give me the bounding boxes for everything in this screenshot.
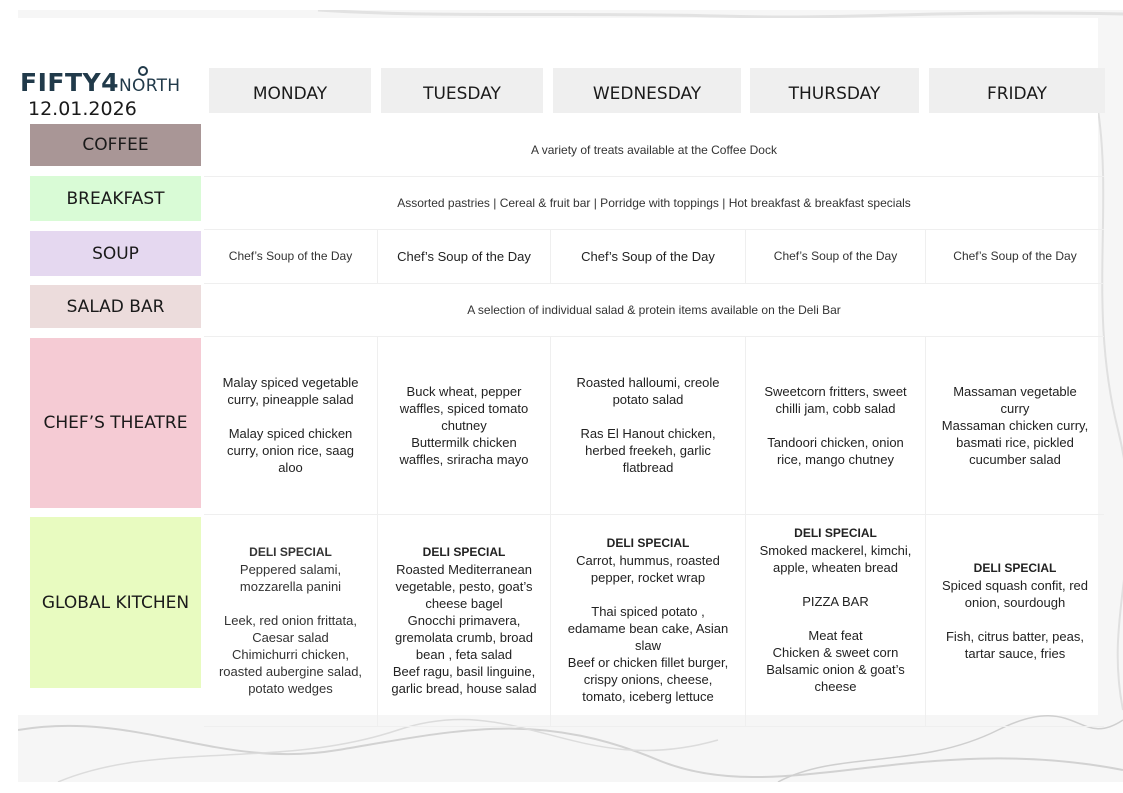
dish-line: bean , feta salad (415, 646, 513, 662)
dish-line: rice, mango chutney (776, 451, 895, 467)
dish-line: onion, sourdough (964, 595, 1066, 610)
dish-line: curry, onion rice, saag (227, 443, 354, 458)
grid-line (204, 726, 1104, 727)
dish-line: flatbread (622, 460, 674, 475)
row-label-soup: SOUP (30, 231, 201, 276)
menu-date: 12.01.2026 (28, 98, 137, 120)
dish-line: Chimichurri chicken, (231, 646, 350, 662)
dish-line: Smoked mackerel, kimchi, (759, 543, 912, 558)
dish-line: chutney (441, 417, 487, 433)
dish-line: Malay spiced vegetable (222, 375, 359, 390)
dish-line: Carrot, hummus, roasted (576, 553, 720, 568)
global-kitchen-cell-monday (204, 514, 377, 726)
deli-special-heading: DELI SPECIAL (422, 544, 506, 559)
breakfast-text: Assorted pastries | Cereal & fruit bar | Porridge with toppings | Hot breakfast & breakfast specials (397, 195, 911, 210)
soup-cell-thursday: Chef’s Soup of the Day (773, 248, 898, 263)
chefs-theatre-cell-friday (926, 336, 1104, 514)
chefs-theatre-cell-wednesday (551, 336, 745, 514)
dish-line: Beef or chicken fillet burger, (567, 655, 729, 670)
dish-line: Massaman vegetable (953, 383, 1077, 399)
dish-line: Buck wheat, pepper (406, 383, 522, 399)
dish-line: slaw (634, 638, 661, 653)
chefs-theatre-cell-monday (204, 336, 377, 514)
dish-line: pepper, rocket wrap (590, 570, 706, 585)
dish-line: tomato, iceberg lettuce (582, 689, 714, 704)
dish-line: Roasted Mediterranean (396, 561, 532, 577)
dish-line: gremolata crumb, broad (394, 629, 533, 645)
dish-line: Buttermilk chicken (411, 434, 517, 450)
dish-line: Balsamic onion & goat’s (766, 662, 905, 677)
dish-line: Sweetcorn fritters, sweet (764, 383, 907, 399)
dish-line: mozzarella panini (239, 578, 342, 594)
dish-line: cheese bagel (425, 595, 503, 611)
dish-line: Roasted halloumi, creole (576, 375, 720, 390)
dish-line: Fish, citrus batter, peas, (945, 629, 1084, 644)
soup-cell-wednesday: Chef’s Soup of the Day (581, 248, 715, 264)
row-label-breakfast: BREAKFAST (30, 176, 201, 221)
row-label-chefs-theatre: CHEF’S THEATRE (30, 338, 201, 508)
dish-line: waffles, sriracha mayo (399, 451, 529, 467)
dish-line: Tandoori chicken, onion (767, 434, 904, 450)
dish-line: Meat feat (808, 628, 863, 643)
dish-line: Caesar salad (252, 629, 329, 645)
dish-line: basmati rice, pickled (956, 434, 1074, 450)
row-label-global-kitchen: GLOBAL KITCHEN (30, 517, 201, 688)
row-label-salad-bar: SALAD BAR (30, 285, 201, 328)
deli-special-heading: DELI SPECIAL (606, 536, 690, 550)
dish-line: apple, wheaten bread (772, 560, 899, 575)
dish-line: potato wedges (248, 680, 333, 696)
soup-cell-friday: Chef’s Soup of the Day (953, 248, 1077, 263)
salad-bar-text: A selection of individual salad & protein items available on the Deli Bar (467, 302, 841, 317)
dish-line: chilli jam, cobb salad (775, 400, 896, 416)
dish-line: aloo (278, 460, 303, 475)
pizza-bar-heading: PIZZA BAR (802, 594, 869, 609)
dish-line: Ras El Hanout chicken, (580, 426, 716, 441)
deli-special-heading: DELI SPECIAL (973, 561, 1057, 575)
dish-line: herbed freekeh, garlic (585, 443, 711, 458)
global-kitchen-cell-friday (926, 514, 1104, 726)
dish-line: Leek, red onion frittata, (224, 612, 357, 628)
dish-line: crispy onions, cheese, (583, 672, 713, 687)
global-kitchen-cell-wednesday (551, 514, 745, 726)
degree-symbol-icon (138, 66, 148, 76)
dish-line: edamame bean cake, Asian (567, 621, 729, 636)
logo-text-small: NORTH (119, 76, 181, 96)
dish-line: roasted aubergine salad, (218, 663, 363, 679)
dish-line: curry (1000, 400, 1030, 416)
deli-special-heading: DELI SPECIAL (794, 526, 877, 540)
day-header-thursday: THURSDAY (750, 68, 919, 113)
logo-text-big: FIFTY4 (20, 68, 120, 97)
day-header-monday: MONDAY (209, 68, 371, 113)
dish-line: waffles, spiced tomato (399, 400, 529, 416)
day-header-friday: FRIDAY (929, 68, 1105, 113)
dish-line: cheese (814, 679, 857, 694)
deli-special-heading: DELI SPECIAL (249, 544, 332, 559)
dish-line: Beef ragu, basil linguine, (392, 663, 536, 679)
dish-line: cucumber salad (969, 451, 1061, 467)
dish-line: Gnocchi primavera, (407, 612, 521, 628)
global-kitchen-cell-tuesday (378, 514, 550, 726)
dish-line: Chicken & sweet corn (772, 645, 899, 660)
dish-line: garlic bread, house salad (391, 680, 537, 696)
dish-line: Malay spiced chicken (228, 426, 353, 441)
day-header-tuesday: TUESDAY (381, 68, 543, 113)
dish-line: Peppered salami, (239, 561, 342, 577)
chefs-theatre-cell-tuesday (378, 336, 550, 514)
soup-cell-monday: Chef’s Soup of the Day (228, 248, 353, 263)
dish-line: Spiced squash confit, red (942, 578, 1088, 593)
dish-line: tartar sauce, fries (964, 646, 1066, 661)
dish-line: Massaman chicken curry, (941, 417, 1089, 433)
chefs-theatre-cell-thursday (746, 336, 925, 514)
dish-line: potato salad (612, 392, 684, 407)
dish-line: vegetable, pesto, goat’s (395, 578, 533, 594)
global-kitchen-cell-thursday (746, 514, 925, 726)
coffee-text: A variety of treats available at the Coffee Dock (531, 143, 777, 157)
day-header-wednesday: WEDNESDAY (553, 68, 741, 113)
dish-line: Thai spiced potato , (591, 604, 705, 619)
dish-line: curry, pineapple salad (227, 392, 354, 407)
soup-cell-tuesday: Chef’s Soup of the Day (397, 248, 531, 264)
row-label-coffee: COFFEE (30, 124, 201, 166)
